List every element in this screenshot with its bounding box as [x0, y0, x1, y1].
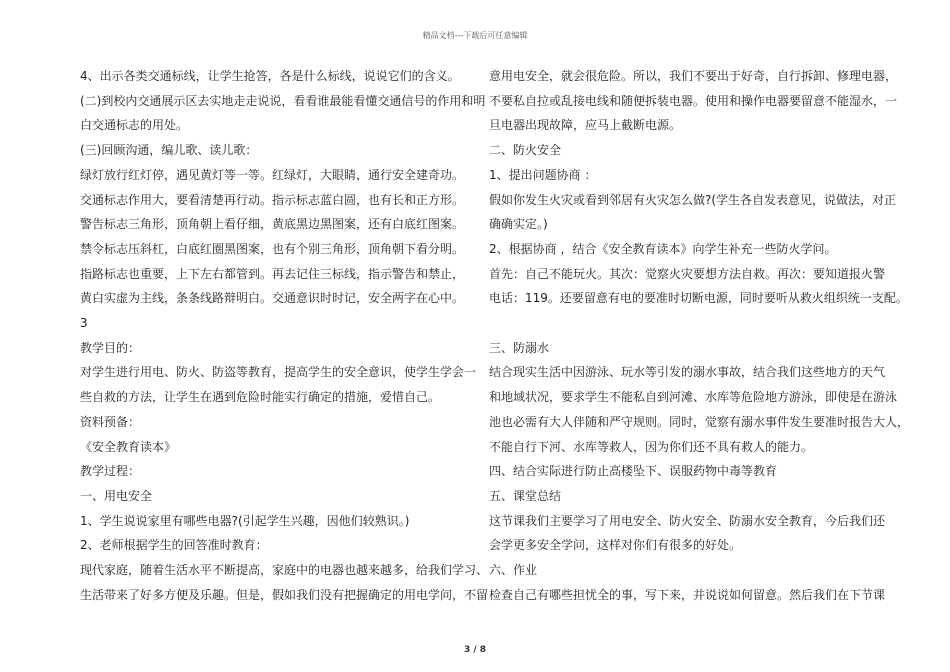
right-column-line: 旦电器出现故障，应马上截断电源。 [489, 118, 682, 133]
left-column-line: 一、用电安全 [80, 488, 153, 503]
right-column-line: 检查自己有哪些担忧全的事，写下来，并说说如何留意。然后我们在下节课 [489, 587, 886, 602]
left-column-line: 教学目的： [80, 340, 141, 355]
left-column-line: 黄白实虚为主线，条条线路辩明白。交通意识时时记，安全两字在心中。 [80, 291, 465, 306]
left-column-line: 禁令标志压斜杠，白底红圈黑图案，也有个别三角形，顶角朝下看分明。 [80, 241, 465, 256]
left-column-line: 4、出示各类交通标线，让学生抢答，各是什么标线，说说它们的含义。 [80, 69, 460, 83]
page-header: 精品文档---下载后可任意编辑 [422, 31, 528, 40]
left-column-line: 2、老师根据学生的回答准时教育： [80, 538, 268, 553]
right-column-line: 意用电安全，就会很危险。所以，我们不要出于好奇，自行拆卸、修理电器， [489, 69, 898, 83]
right-column-line: 三、防溺水 [489, 340, 550, 355]
left-column-line: 白交通标志的用处。 [80, 118, 189, 133]
left-column-line: 些自救的方法，让学生在遇到危险时能实行确定的措施，爱惜自己。 [80, 390, 441, 405]
left-column-line: 1、学生说说家里有哪些电器?(引起学生兴趣，因他们较熟识。) [80, 513, 410, 528]
left-column-line: 现代家庭，随着生活水平不断提高，家庭中的电器也越来越多，给我们学习、 [80, 563, 489, 578]
right-column-line: 二、防火安全 [489, 143, 562, 158]
right-column-line: 不要私自拉或乱接电线和随便拆装电器。使用和操作电器要留意不能湿水，一 [489, 93, 898, 108]
left-column-line: 教学过程： [80, 464, 141, 479]
right-column-line: 和地域状况，要求学生不能私自到河滩、水库等危险地方游泳，即使是在游泳 [489, 390, 898, 405]
left-column [80, 64, 489, 607]
right-column-line: 电话：119。还要留意有电的要准时切断电源，同时要听从救火组织统一支配。 [489, 291, 908, 306]
right-column-line: 确确实定。) [489, 217, 548, 232]
page-number: 3 / 8 [463, 645, 487, 655]
right-column-line: 五、课堂总结 [489, 488, 562, 503]
right-column-line: 结合现实生活中因游泳、玩水等引发的溺水事故，结合我们这些地方的天气 [489, 365, 886, 380]
left-column-line: 3 [80, 316, 88, 331]
right-column-line: 四、结合实际进行防止高楼坠下、误服药物中毒等教育 [489, 464, 778, 479]
right-column [489, 64, 910, 607]
right-column-line: 这节课我们主要学习了用电安全、防火安全、防溺水安全教育，今后我们还 [489, 513, 886, 528]
left-column-line: (三)回顾沟通，编儿歌、读儿歌： [80, 143, 258, 158]
left-column-line: 交通标志作用大，要看清楚再行动。指示标志蓝白圆，也有长和正方形。 [80, 192, 465, 207]
left-column-line: 对学生进行用电、防火、防盗等教育，提高学生的安全意识，使学生学会一 [80, 365, 477, 380]
left-column-line: 生活带来了好多方便及乐趣。但是，假如我们没有把握确定的用电学问，不留 [80, 587, 489, 602]
right-column-line: 假如你发生火灾或看到邻居有火灾怎么做?(学生各自发表意见，说做法，对正 [489, 192, 897, 207]
right-column-line: 池也必需有大人伴随和严守规则。同时，觉察有溺水事件发生要准时报告大人， [489, 414, 910, 429]
left-column-line: 《安全教育读本》 [80, 439, 177, 454]
right-column-line: 2、根据协商 ，结合《安全教育读本》向学生补充一些防火学问。 [489, 241, 837, 256]
right-column-line [489, 311, 877, 336]
left-column-line: 指路标志也重要，上下左右都管到。再去记住三标线，指示警告和禁止， [80, 266, 465, 281]
right-column-line: 首先：自己不能玩火。其次：觉察火灾要想方法自救。再次：要知道报火警 [489, 266, 886, 281]
left-column-line: 绿灯放行红灯停，遇见黄灯等一等。红绿灯，大眼睛，通行安全建奇功。 [80, 167, 465, 182]
right-column-line: 不能自行下河、水库等救人，因为你们还不具有救人的能力。 [489, 439, 814, 454]
left-column-line: 警告标志三角形，顶角朝上看仔细，黄底黑边黑图案，还有白底红图案。 [80, 217, 465, 232]
right-column-line: 1、提出问题协商 ： [489, 167, 597, 182]
left-column-line: 资料预备： [80, 414, 141, 429]
right-column-line: 会学更多安全学问，这样对你们有很多的好处。 [489, 538, 742, 553]
left-column-line: (二)到校内交通展示区去实地走走说说，看看谁最能看懂交通信号的作用和明 [80, 93, 486, 108]
right-column-line: 六、作业 [489, 563, 538, 578]
